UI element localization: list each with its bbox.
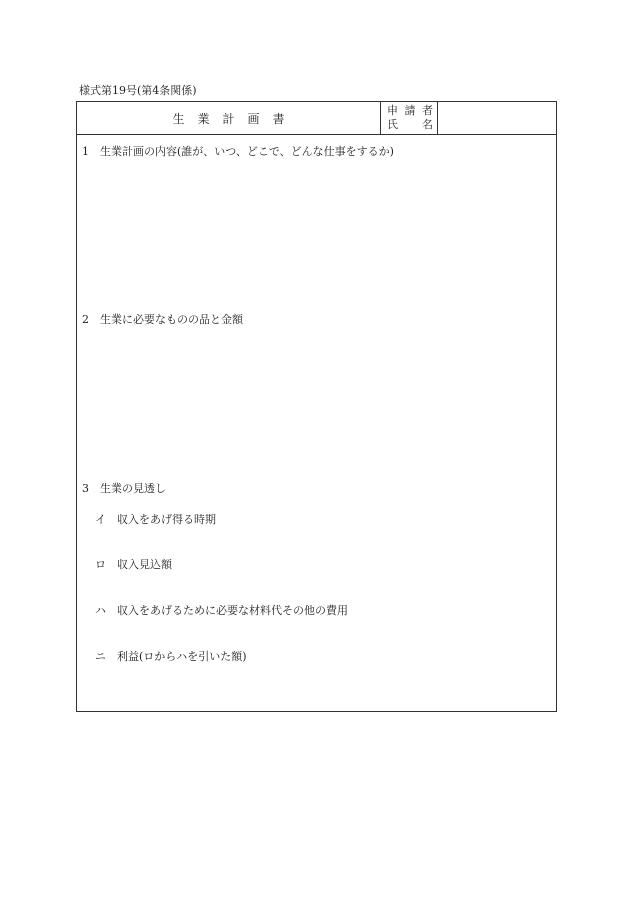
document-title-text: 生業計画書 — [172, 111, 298, 126]
applicant-char: 氏 — [387, 118, 398, 131]
plan-content-box — [76, 134, 557, 712]
subitem-label: 収入見込額 — [117, 558, 172, 571]
subitem-i — [95, 513, 216, 527]
applicant-char: 者 — [422, 104, 433, 117]
section-label: 生業に必要なものの品と金額 — [100, 313, 243, 326]
section-label: 生業の見透し — [100, 482, 166, 495]
section-number: 1 — [82, 145, 89, 158]
applicant-label — [380, 102, 438, 134]
form-number: 様式第19号(第4条関係) — [79, 84, 197, 97]
section-number: 3 — [82, 482, 89, 495]
applicant-label-line1 — [381, 104, 437, 118]
section-3 — [82, 482, 166, 496]
applicant-name-field[interactable] — [438, 102, 556, 134]
subitem-mark: ロ — [95, 558, 106, 571]
applicant-label-line2 — [381, 118, 437, 132]
subitem-ni — [95, 650, 247, 664]
section-number: 2 — [82, 313, 89, 326]
subitem-mark: イ — [95, 513, 106, 526]
section-label: 生業計画の内容(誰が、いつ、どこで、どんな仕事をするか) — [100, 145, 394, 158]
subitem-label: 利益(ロからハを引いた額) — [117, 650, 247, 663]
document-title — [77, 102, 380, 134]
subitem-mark: ニ — [95, 650, 106, 663]
applicant-char: 申 — [387, 104, 398, 117]
subitem-mark: ハ — [95, 604, 106, 617]
subitem-label: 収入をあげるために必要な材料代その他の費用 — [117, 604, 348, 617]
header-table — [76, 101, 557, 135]
subitem-label: 収入をあげ得る時期 — [117, 513, 216, 526]
applicant-char: 請 — [404, 104, 416, 117]
section-2 — [82, 313, 243, 327]
subitem-ro — [95, 558, 172, 572]
section-1 — [82, 145, 394, 159]
applicant-char: 名 — [422, 118, 433, 131]
subitem-ha — [95, 604, 348, 618]
